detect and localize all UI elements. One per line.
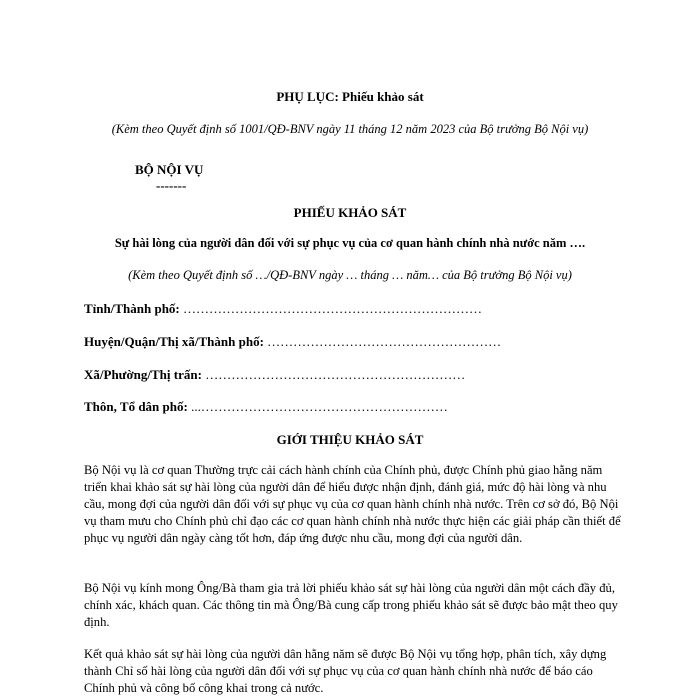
agency-separator: ------- — [156, 178, 187, 193]
form-subtitle: Sự hài lòng của người dân đối với sự phục vụ của cơ quan hành chính nhà nước năm …. — [114, 236, 586, 250]
field-dots: …………………………………………………………… — [179, 301, 483, 316]
appendix-note: (Kèm theo Quyết định số 1001/QĐ-BNV ngày 11 tháng 12 năm 2023 của Bộ trưởng Bộ Nội vụ) — [111, 122, 589, 136]
field-district — [84, 334, 501, 350]
form-note: (Kèm theo Quyết định số …/QĐ-BNV ngày … tháng … năm… của Bộ trưởng Bộ Nội vụ) — [128, 268, 572, 282]
field-commune — [84, 367, 465, 383]
intro-paragraph-3: Kết quả khảo sát sự hài lòng của người dân hằng năm sẽ được Bộ Nội vụ tổng hợp, phân tích, xây dựng thành Chỉ số hài lòng của người dân đối với sự phục vụ của cơ quan hành chính nhà nước để báo cáo Chính phủ và công bố công khai trong cả nước. — [84, 647, 607, 695]
agency-name: BỘ NỘI VỤ — [135, 162, 204, 177]
field-label: Thôn, Tổ dân phố: — [84, 399, 188, 414]
intro-heading: GIỚI THIỆU KHẢO SÁT — [276, 432, 424, 447]
field-label: Xã/Phường/Thị trấn: — [84, 367, 202, 382]
field-label: Huyện/Quận/Thị xã/Thành phố: — [84, 334, 264, 349]
field-dots: ……………………………………………… — [263, 334, 502, 349]
field-dots: …………………………………………………… — [201, 367, 466, 382]
field-village — [84, 399, 448, 415]
form-title: PHIẾU KHẢO SÁT — [293, 205, 407, 220]
intro-paragraph-2: Bộ Nội vụ kính mong Ông/Bà tham gia trả lời phiếu khảo sát sự hài lòng của người dân một cách đầy đủ, chính xác, khách quan. Các thông tin mà Ông/Bà cung cấp trong phiếu khảo sát sẽ được bảo mật theo quy định. — [84, 581, 618, 629]
field-label: Tỉnh/Thành phố: — [84, 301, 180, 316]
appendix-title: PHỤ LỤC: Phiếu khảo sát — [276, 89, 424, 104]
field-province — [84, 301, 482, 317]
field-dots: ...………………………………………………… — [187, 399, 448, 414]
intro-paragraph-1: Bộ Nội vụ là cơ quan Thường trực cải cách hành chính của Chính phủ, được Chính phủ giao hằng năm triển khai khảo sát sự hài lòng của người dân để hiểu được nhận định, đánh giá, mức độ hài lòng và nhu cầu, mong đợi của người dân đối với sự phục vụ của cơ quan hành chính nhà nước. Trên cơ sở đó, Bộ Nội vụ tham mưu cho Chính phủ chỉ đạo các cơ quan hành chính nhà nước thực hiện các giải pháp cần thiết để phục vụ người dân ngày càng tốt hơn, đáp ứng được nhu cầu, mong đợi của người dân. — [84, 463, 621, 545]
